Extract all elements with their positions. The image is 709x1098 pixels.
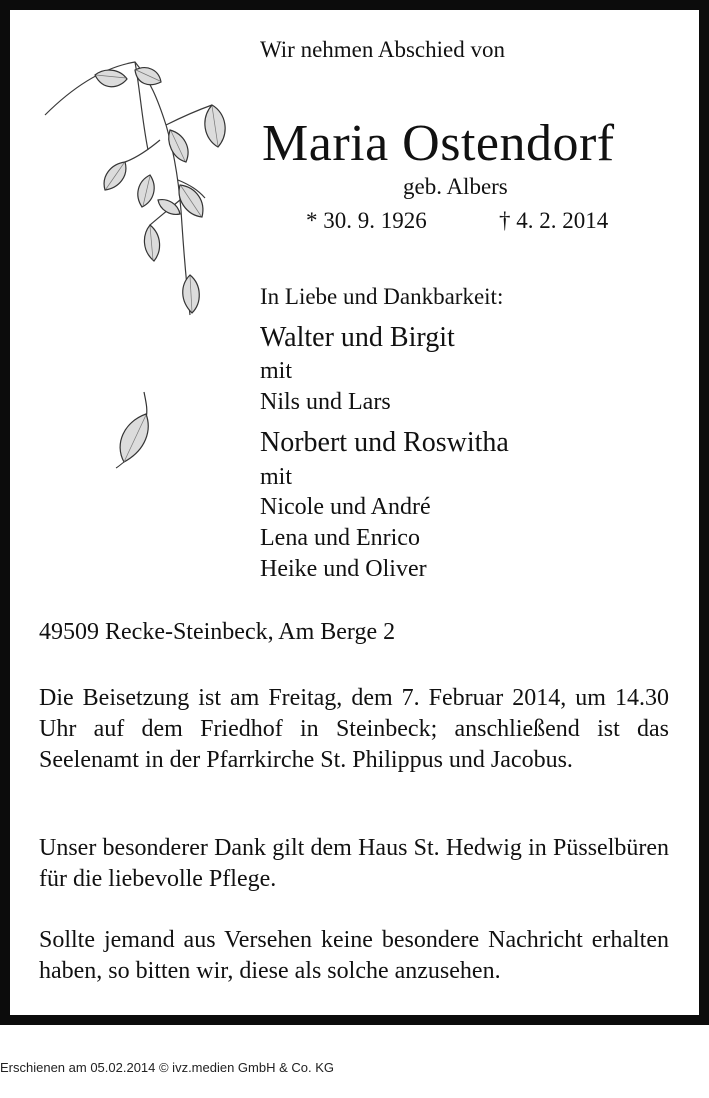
family-2-member-2: Lena und Enrico bbox=[260, 525, 420, 551]
family-1-member-1: Nils und Lars bbox=[260, 389, 391, 415]
death-date: † 4. 2. 2014 bbox=[499, 208, 609, 233]
family-2-member-1: Nicole und André bbox=[260, 494, 431, 520]
family-2-with: mit bbox=[260, 464, 293, 490]
farewell-intro: Wir nehmen Abschied von bbox=[260, 37, 505, 62]
publication-footer: Erschienen am 05.02.2014 © ivz.medien GmbH & Co. KG bbox=[0, 1060, 335, 1075]
thanks-line: In Liebe und Dankbarkeit: bbox=[260, 284, 504, 309]
single-leaf-illustration bbox=[108, 390, 158, 470]
apology-paragraph: Sollte jemand aus Versehen keine besondere Nachricht erhalten haben, so bitten wir, diese als solche anzusehen. bbox=[39, 927, 669, 984]
deceased-name: Maria Ostendorf bbox=[262, 115, 615, 172]
family-1-name: Walter und Birgit bbox=[260, 322, 455, 353]
funeral-paragraph: Die Beisetzung ist am Freitag, dem 7. Februar 2014, um 14.30 Uhr auf dem Friedhof in Steinbeck; anschließend ist das Seelenamt in der Pfarrkirche St. Philippus und Jacobus. bbox=[39, 685, 669, 773]
birth-date: * 30. 9. 1926 bbox=[306, 208, 427, 233]
address: 49509 Recke-Steinbeck, Am Berge 2 bbox=[39, 619, 396, 645]
birch-branch-illustration bbox=[40, 50, 240, 330]
birth-name: geb. Albers bbox=[403, 174, 508, 199]
family-1-with: mit bbox=[260, 358, 293, 384]
family-2-name: Norbert und Roswitha bbox=[260, 427, 509, 458]
family-2-member-3: Heike und Oliver bbox=[260, 556, 427, 582]
gratitude-paragraph: Unser besonderer Dank gilt dem Haus St. Hedwig in Püsselbüren für die liebevolle Pflege. bbox=[39, 835, 669, 892]
